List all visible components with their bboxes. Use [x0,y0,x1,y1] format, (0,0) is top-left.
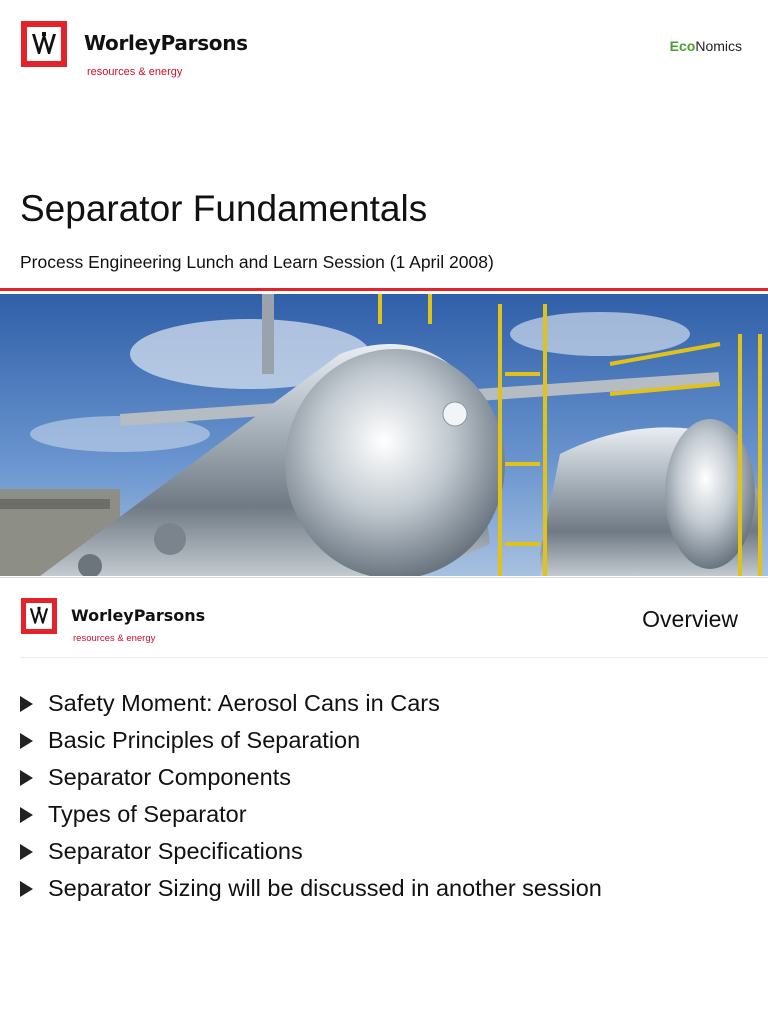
slide-heading: Overview [642,606,738,632]
worleyparsons-logo [21,21,67,67]
brand-tagline: resources & energy [87,66,183,78]
bullet-arrow-icon [20,770,33,786]
list-item [20,685,602,722]
list-item-text: Safety Moment: Aerosol Cans in Cars [48,690,440,716]
brand-name: WorleyParsons [84,31,248,55]
economics-suffix: Nomics [695,38,742,54]
w-logo-icon [26,603,52,629]
list-item [20,870,602,907]
bullet-arrow-icon [20,844,33,860]
bullet-arrow-icon [20,696,33,712]
list-item-text: Types of Separator [48,801,247,827]
list-item [20,759,602,796]
overview-slide [0,577,768,1025]
economics-prefix: Eco [669,38,696,54]
list-item [20,722,602,759]
red-divider [0,288,768,291]
separator-vessel-photo [0,294,768,576]
list-item [20,833,602,870]
slide-title: Separator Fundamentals [20,188,428,229]
bullet-arrow-icon [20,881,33,897]
overview-list [20,685,602,907]
w-logo-icon [27,27,61,61]
list-item-text: Separator Components [48,764,291,790]
list-item [20,796,602,833]
brand-tagline: resources & energy [73,633,156,644]
list-item-text: Separator Specifications [48,838,303,864]
bullet-arrow-icon [20,807,33,823]
slide-subtitle: Process Engineering Lunch and Learn Session (1 April 2008) [20,252,494,272]
header-divider [20,657,768,658]
economics-logo [670,38,742,54]
brand-name: WorleyParsons [71,606,206,625]
list-item-text: Separator Sizing will be discussed in another session [48,875,602,901]
worleyparsons-logo [21,598,57,634]
list-item-text: Basic Principles of Separation [48,727,361,753]
bullet-arrow-icon [20,733,33,749]
